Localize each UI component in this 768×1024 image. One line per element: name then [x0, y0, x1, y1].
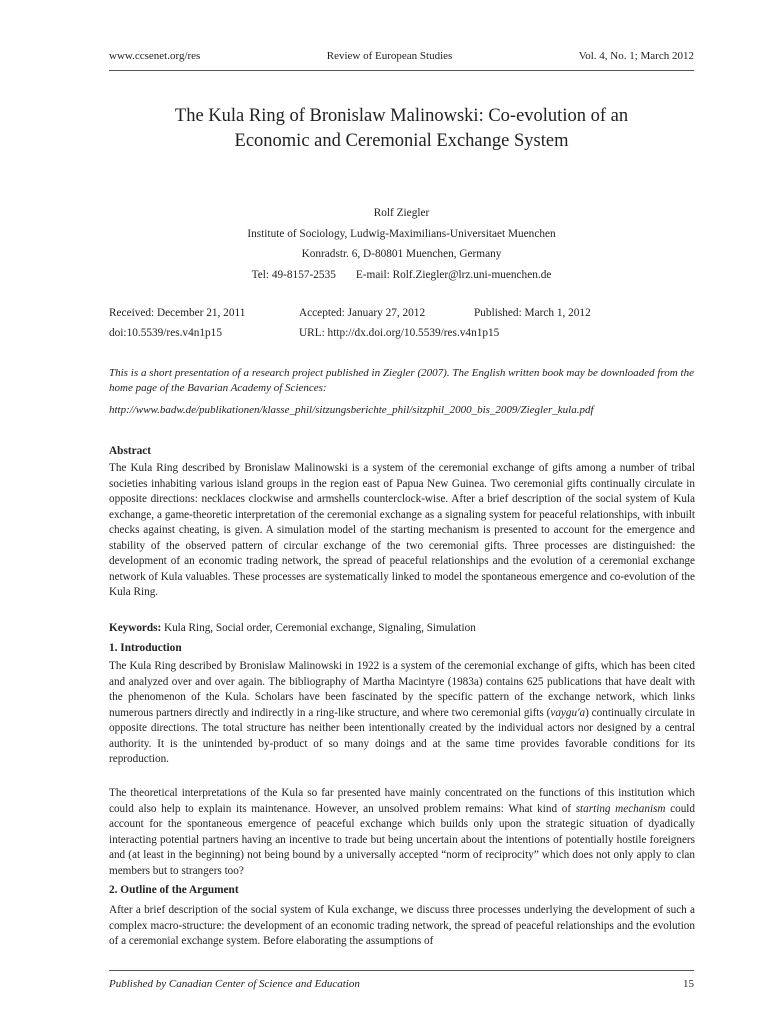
- accepted-date: Accepted: January 27, 2012: [299, 307, 426, 319]
- page-number: 15: [683, 978, 694, 990]
- published-date: Published: March 1, 2012: [474, 307, 591, 319]
- author-institute: Institute of Sociology, Ludwig-Maximilians-Universitaet Muenchen: [247, 227, 556, 240]
- footer-rule: [109, 970, 694, 971]
- section-2-heading: 2. Outline of the Argument: [109, 884, 239, 896]
- title-line-2: Economic and Ceremonial Exchange System: [234, 131, 569, 151]
- author-tel: Tel: 49-8157-2535: [251, 268, 336, 281]
- running-header: [109, 50, 694, 66]
- header-volume: Vol. 4, No. 1; March 2012: [578, 50, 694, 62]
- book-download-link[interactable]: http://www.badw.de/publikationen/klasse_phil/sitzungsberichte_phil/sitzphil_2000_bis_2009/Ziegler_kula.pdf: [109, 404, 594, 416]
- page-footer: [109, 978, 694, 990]
- outline-paragraph-1: After a brief description of the social system of Kula exchange, we discuss three processes underlying the development of such a complex macro-structure: the development of an economic trading network, the spread of peaceful relationships and the evolution of a ceremonial exchange system. Before elaborating the assumptions of: [109, 904, 695, 947]
- header-rule: [109, 70, 694, 71]
- paper-title: [109, 104, 694, 154]
- title-line-1: The Kula Ring of Bronislaw Malinowski: Co-evolution of an: [174, 106, 629, 126]
- author-email[interactable]: E-mail: Rolf.Ziegler@lrz.uni-muenchen.de: [355, 268, 552, 281]
- presentation-note: This is a short presentation of a research project published in Ziegler (2007). The English written book may be downloaded from the home page of the Bavarian Academy of Sciences:: [109, 367, 694, 394]
- section-1-heading: 1. Introduction: [109, 642, 182, 654]
- author-contact: [109, 265, 694, 286]
- intro-paragraph-1: The Kula Ring described by Bronislaw Malinowski in 1922 is a system of the ceremonial exchange of gifts, which has been cited and analyzed over and over again. The bibliography of Martha Macintyre (1983a) contains 625 publications that have dealt with the phenomenon of the Kula. Scholars have been fascinated by the specific pattern of the exchange network, which links numerous partners directly and indirectly in a ring-like structure, and where two ceremonial gifts (vaygu'a) continually circulate in opposite directions. The total structure has neither been intentionally created by the individual actors nor designed by a central authority. It is the unintended by-product of so many doings and at the same time provides favorable conditions for its reproduction.: [109, 660, 695, 765]
- keywords-label: Keywords:: [109, 622, 162, 634]
- abstract-text: The Kula Ring described by Bronislaw Malinowski is a system of the ceremonial exchange of gifts among a number of tribal societies inhabiting various island groups in the region east of Papua New Guinea. Two ceremonial gifts continually circulate in opposite directions: necklaces clockwise and armshells counterclock-wise. After a brief description of the social system of Kula exchange, a game-theoretic interpretation of the ceremonial exchange as a signaling system for peaceful relationships, with inbuilt checks against cheating, is given. A simulation model of the starting mechanism is presented to account for the emergence and stability of the observed pattern of circular exchange of the two ceremonial gifts. Three processes are distinguished: the development of an economic trading network, the spread of peaceful relationships and the evolution of a ceremonial exchange network of Kula valuables. These processes are systematically linked to model the spontaneous emergence and co-evolution of the Kula Ring.: [109, 462, 695, 598]
- footer-publisher: Published by Canadian Center of Science and Education: [109, 978, 360, 990]
- header-journal: Review of European Studies: [326, 50, 453, 62]
- abstract-heading: Abstract: [109, 445, 152, 457]
- header-website[interactable]: www.ccsenet.org/res: [109, 50, 201, 62]
- doi: doi:10.5539/res.v4n1p15: [109, 327, 222, 339]
- author-name: Rolf Ziegler: [373, 207, 430, 219]
- keywords-line: [109, 620, 694, 636]
- received-date: Received: December 21, 2011: [109, 307, 246, 319]
- author-address: Konradstr. 6, D-80801 Muenchen, Germany: [301, 248, 502, 260]
- author-block: [109, 203, 694, 285]
- keywords-text: Kula Ring, Social order, Ceremonial exchange, Signaling, Simulation: [161, 622, 476, 634]
- doi-url[interactable]: URL: http://dx.doi.org/10.5539/res.v4n1p15: [299, 327, 500, 339]
- intro-paragraph-2: The theoretical interpretations of the Kula so far presented have mainly concentrated on the functions of this institution which could also help to explain its maintenance. However, an unsolved problem remains: What kind of starting mechanism could account for the spontaneous emergence of peaceful exchange which builds only upon the strategic situation of dyadically interacting potential partners having an incentive to trade but being uncertain about the intentions of potentially hostile foreigners and (at least in the beginning) not being bound by a universally accepted “norm of reciprocity” which does not only apply to clan members but to strangers too?: [109, 787, 695, 877]
